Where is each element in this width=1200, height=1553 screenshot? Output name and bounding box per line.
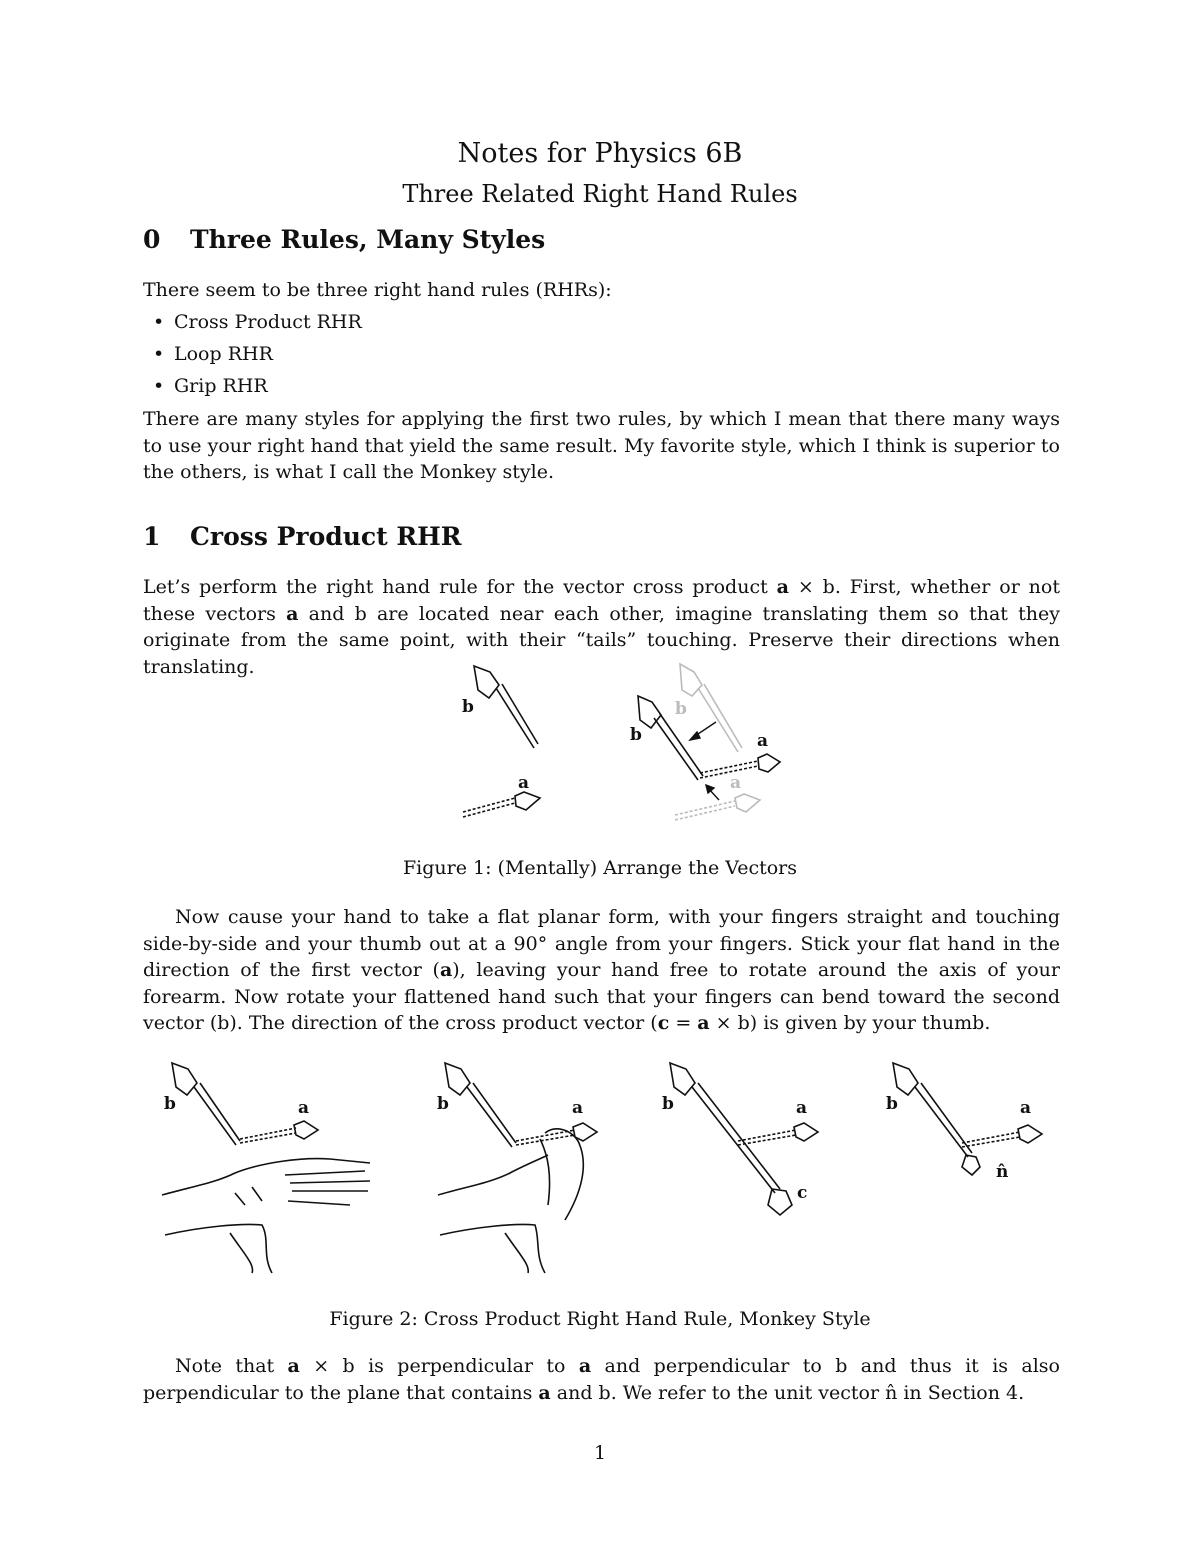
move-arrows	[690, 722, 719, 800]
document-subtitle: Three Related Right Hand Rules	[402, 180, 798, 208]
panel-3	[670, 1063, 818, 1215]
list-item-text: Grip RHR	[174, 375, 268, 397]
vector-a-original	[463, 792, 540, 817]
label-b-ghost: b	[675, 699, 687, 719]
list-item-text: Loop RHR	[174, 343, 273, 365]
list-item	[153, 341, 273, 368]
section-1-paragraph-2: Now cause your hand to take a flat planar form, with your fingers straight and touching side-by-side and your thumb out at a 90° angle from your fingers. Stick your flat hand in the direction of the first vector (a), leaving your hand free to rotate around the axis of your forearm. Now rotate your flattened hand such that your fingers can bend toward the second vector (b). The direction of the cross product vector (c = a × b) is given by your thumb.	[143, 906, 1060, 1034]
list-item-text: Cross Product RHR	[174, 311, 362, 333]
label-c: c	[797, 1183, 808, 1203]
label-b: b	[662, 1094, 674, 1114]
section-1-heading	[143, 522, 462, 552]
section-title: Three Rules, Many Styles	[190, 225, 546, 254]
label-b: b	[886, 1094, 898, 1114]
list-item	[153, 373, 268, 400]
label-a: a	[796, 1098, 808, 1118]
figure-1-caption: Figure 1: (Mentally) Arrange the Vectors	[402, 857, 798, 879]
label-b-translated: b	[630, 725, 642, 745]
hand-flat-icon	[162, 1159, 370, 1273]
section-title: Cross Product RHR	[190, 522, 462, 551]
document-title: Notes for Physics 6B	[457, 138, 743, 169]
label-a: a	[1020, 1098, 1032, 1118]
page-number: 1	[593, 1442, 607, 1464]
section-number: 1	[143, 522, 161, 551]
section-1-paragraph-1: Let’s perform the right hand rule for the vector cross product a × b. First, whether or not these vectors a and b are located near each other, imagine translating them so that they originate from the same point, with their “tails” touching. Preserve their directions when translating.	[143, 576, 1061, 678]
bullet-icon: •	[153, 375, 165, 397]
list-item	[153, 309, 362, 336]
figure-1	[0, 660, 1200, 840]
vector-b-ghost	[680, 664, 742, 752]
panel-2	[438, 1063, 597, 1273]
label-n-hat: n̂	[996, 1162, 1009, 1182]
section-number: 0	[143, 225, 161, 254]
panel-4	[893, 1063, 1042, 1175]
bullet-icon: •	[153, 311, 165, 333]
label-a: a	[518, 773, 530, 793]
vector-b-original	[474, 666, 538, 748]
section-0-heading	[143, 225, 545, 255]
hand-curled-icon	[438, 1129, 583, 1273]
label-b: b	[164, 1094, 176, 1114]
label-a-translated: a	[757, 731, 769, 751]
figure-2-caption: Figure 2: Cross Product Right Hand Rule, Monkey Style	[329, 1308, 871, 1330]
panel-1	[162, 1063, 370, 1273]
bullet-icon: •	[153, 343, 165, 365]
label-b: b	[462, 697, 474, 717]
section-0-intro: There seem to be three right hand rules (RHRs):	[143, 279, 612, 301]
label-a: a	[298, 1098, 310, 1118]
label-a-ghost: a	[730, 773, 742, 793]
figure-2	[0, 1055, 1200, 1285]
section-1-paragraph-3: Note that a × b is perpendicular to a and perpendicular to b and thus it is also perpendicular to the plane that contains a and b. We refer to the unit vector n̂ in Section 4.	[143, 1355, 1061, 1404]
label-b: b	[437, 1094, 449, 1114]
label-a: a	[572, 1098, 584, 1118]
section-0-paragraph: There are many styles for applying the first two rules, by which I mean that there many ways to use your right hand that yield the same result. My favorite style, which I think is superior to the others, is what I call the Monkey style.	[143, 408, 1060, 483]
